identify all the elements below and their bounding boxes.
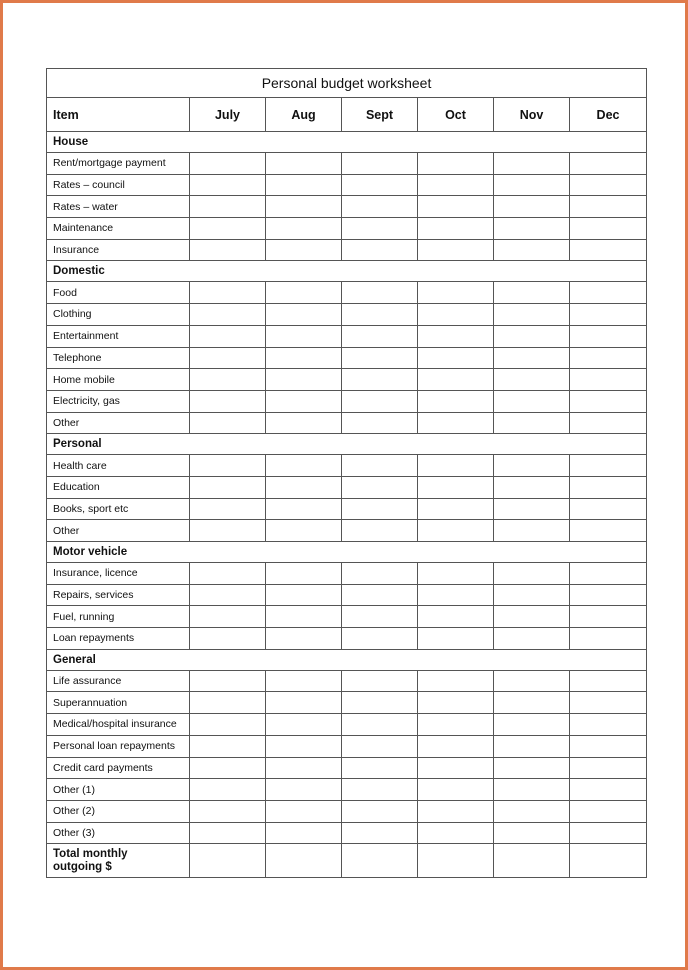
budget-item-label: Rates – council xyxy=(47,174,190,196)
budget-item-label: Electricity, gas xyxy=(47,390,190,412)
budget-item-row xyxy=(47,282,647,304)
amount-cell[interactable] xyxy=(418,196,494,218)
amount-cell[interactable] xyxy=(342,369,418,391)
amount-cell[interactable] xyxy=(418,304,494,326)
amount-cell[interactable] xyxy=(494,670,570,692)
amount-cell[interactable] xyxy=(494,779,570,801)
total-row xyxy=(47,844,647,878)
worksheet-title: Personal budget worksheet xyxy=(47,69,647,98)
total-label-line: outgoing $ xyxy=(53,860,112,873)
budget-item-row xyxy=(47,584,647,606)
amount-cell[interactable] xyxy=(494,153,570,175)
amount-cell[interactable] xyxy=(494,520,570,542)
amount-cell[interactable] xyxy=(342,218,418,240)
budget-item-row xyxy=(47,390,647,412)
amount-cell[interactable] xyxy=(342,196,418,218)
amount-cell[interactable] xyxy=(570,714,647,736)
amount-cell[interactable] xyxy=(570,563,647,585)
amount-cell[interactable] xyxy=(418,714,494,736)
amount-cell[interactable] xyxy=(190,369,266,391)
amount-cell[interactable] xyxy=(266,670,342,692)
amount-cell[interactable] xyxy=(570,325,647,347)
amount-cell[interactable] xyxy=(190,714,266,736)
budget-item-label: Books, sport etc xyxy=(47,498,190,520)
budget-item-label: Credit card payments xyxy=(47,757,190,779)
amount-cell[interactable] xyxy=(342,714,418,736)
section-label: House xyxy=(47,132,647,153)
amount-cell[interactable] xyxy=(570,369,647,391)
amount-cell[interactable] xyxy=(418,670,494,692)
amount-cell[interactable] xyxy=(342,563,418,585)
amount-cell[interactable] xyxy=(266,563,342,585)
amount-cell[interactable] xyxy=(190,412,266,434)
amount-cell[interactable] xyxy=(418,606,494,628)
budget-item-label: Superannuation xyxy=(47,692,190,714)
amount-cell[interactable] xyxy=(342,239,418,261)
section-label: General xyxy=(47,649,647,670)
amount-cell[interactable] xyxy=(190,779,266,801)
item-column-header: Item xyxy=(47,98,190,132)
amount-cell[interactable] xyxy=(342,174,418,196)
amount-cell[interactable] xyxy=(570,476,647,498)
amount-cell[interactable] xyxy=(570,412,647,434)
amount-cell[interactable] xyxy=(570,800,647,822)
amount-cell[interactable] xyxy=(570,196,647,218)
amount-cell[interactable] xyxy=(418,347,494,369)
amount-cell[interactable] xyxy=(570,735,647,757)
section-label: Domestic xyxy=(47,261,647,282)
amount-cell[interactable] xyxy=(570,390,647,412)
amount-cell[interactable] xyxy=(342,325,418,347)
amount-cell[interactable] xyxy=(494,563,570,585)
amount-cell[interactable] xyxy=(190,455,266,477)
amount-cell[interactable] xyxy=(418,735,494,757)
amount-cell[interactable] xyxy=(418,153,494,175)
amount-cell[interactable] xyxy=(418,584,494,606)
amount-cell[interactable] xyxy=(190,196,266,218)
amount-cell[interactable] xyxy=(190,757,266,779)
budget-item-row xyxy=(47,412,647,434)
total-amount-cell[interactable] xyxy=(570,844,647,878)
section-header-row xyxy=(47,434,647,455)
amount-cell[interactable] xyxy=(266,369,342,391)
budget-item-row xyxy=(47,757,647,779)
amount-cell[interactable] xyxy=(494,347,570,369)
amount-cell[interactable] xyxy=(190,304,266,326)
budget-item-row xyxy=(47,498,647,520)
amount-cell[interactable] xyxy=(418,563,494,585)
budget-item-row xyxy=(47,239,647,261)
amount-cell[interactable] xyxy=(418,369,494,391)
amount-cell[interactable] xyxy=(570,757,647,779)
budget-item-label: Rent/mortgage payment xyxy=(47,153,190,175)
budget-item-label: Home mobile xyxy=(47,369,190,391)
amount-cell[interactable] xyxy=(266,692,342,714)
budget-item-row xyxy=(47,476,647,498)
amount-cell[interactable] xyxy=(570,498,647,520)
amount-cell[interactable] xyxy=(266,800,342,822)
budget-item-label: Loan repayments xyxy=(47,628,190,650)
amount-cell[interactable] xyxy=(266,714,342,736)
amount-cell[interactable] xyxy=(418,412,494,434)
amount-cell[interactable] xyxy=(494,369,570,391)
budget-item-row xyxy=(47,196,647,218)
section-header-row xyxy=(47,132,647,153)
month-header: July xyxy=(190,98,266,132)
amount-cell[interactable] xyxy=(190,239,266,261)
amount-cell[interactable] xyxy=(342,735,418,757)
month-header: Nov xyxy=(494,98,570,132)
amount-cell[interactable] xyxy=(342,390,418,412)
amount-cell[interactable] xyxy=(190,584,266,606)
amount-cell[interactable] xyxy=(342,628,418,650)
amount-cell[interactable] xyxy=(266,218,342,240)
amount-cell[interactable] xyxy=(190,282,266,304)
budget-item-row xyxy=(47,304,647,326)
amount-cell[interactable] xyxy=(342,412,418,434)
amount-cell[interactable] xyxy=(418,325,494,347)
budget-item-label: Repairs, services xyxy=(47,584,190,606)
amount-cell[interactable] xyxy=(266,779,342,801)
amount-cell[interactable] xyxy=(418,800,494,822)
budget-item-label: Other (2) xyxy=(47,800,190,822)
amount-cell[interactable] xyxy=(266,606,342,628)
budget-item-label: Insurance, licence xyxy=(47,563,190,585)
budget-item-row xyxy=(47,153,647,175)
amount-cell[interactable] xyxy=(494,584,570,606)
amount-cell[interactable] xyxy=(342,670,418,692)
amount-cell[interactable] xyxy=(494,692,570,714)
amount-cell[interactable] xyxy=(494,412,570,434)
budget-item-label: Life assurance xyxy=(47,670,190,692)
month-header: Sept xyxy=(342,98,418,132)
amount-cell[interactable] xyxy=(342,476,418,498)
amount-cell[interactable] xyxy=(570,304,647,326)
amount-cell[interactable] xyxy=(494,606,570,628)
budget-item-row xyxy=(47,520,647,542)
budget-item-label: Personal loan repayments xyxy=(47,735,190,757)
amount-cell[interactable] xyxy=(494,390,570,412)
amount-cell[interactable] xyxy=(266,390,342,412)
amount-cell[interactable] xyxy=(494,218,570,240)
budget-item-row xyxy=(47,174,647,196)
amount-cell[interactable] xyxy=(190,800,266,822)
amount-cell[interactable] xyxy=(342,800,418,822)
amount-cell[interactable] xyxy=(418,239,494,261)
budget-item-row xyxy=(47,325,647,347)
budget-item-row xyxy=(47,779,647,801)
amount-cell[interactable] xyxy=(494,822,570,844)
budget-item-row xyxy=(47,347,647,369)
budget-item-row xyxy=(47,822,647,844)
amount-cell[interactable] xyxy=(190,347,266,369)
budget-item-row xyxy=(47,714,647,736)
amount-cell[interactable] xyxy=(418,692,494,714)
amount-cell[interactable] xyxy=(266,455,342,477)
section-label: Personal xyxy=(47,434,647,455)
amount-cell[interactable] xyxy=(570,347,647,369)
amount-cell[interactable] xyxy=(570,239,647,261)
amount-cell[interactable] xyxy=(266,412,342,434)
amount-cell[interactable] xyxy=(190,628,266,650)
total-amount-cell[interactable] xyxy=(266,844,342,878)
amount-cell[interactable] xyxy=(494,282,570,304)
budget-item-label: Fuel, running xyxy=(47,606,190,628)
total-label xyxy=(47,844,190,878)
amount-cell[interactable] xyxy=(570,218,647,240)
amount-cell[interactable] xyxy=(418,174,494,196)
budget-item-label: Entertainment xyxy=(47,325,190,347)
amount-cell[interactable] xyxy=(418,757,494,779)
amount-cell[interactable] xyxy=(494,196,570,218)
amount-cell[interactable] xyxy=(494,304,570,326)
budget-item-label: Medical/hospital insurance xyxy=(47,714,190,736)
budget-item-row xyxy=(47,692,647,714)
amount-cell[interactable] xyxy=(266,153,342,175)
amount-cell[interactable] xyxy=(418,822,494,844)
amount-cell[interactable] xyxy=(494,476,570,498)
amount-cell[interactable] xyxy=(570,584,647,606)
amount-cell[interactable] xyxy=(494,628,570,650)
amount-cell[interactable] xyxy=(266,520,342,542)
budget-worksheet-table xyxy=(46,68,647,878)
amount-cell[interactable] xyxy=(266,822,342,844)
amount-cell[interactable] xyxy=(190,218,266,240)
month-header: Dec xyxy=(570,98,647,132)
amount-cell[interactable] xyxy=(190,498,266,520)
amount-cell[interactable] xyxy=(418,476,494,498)
amount-cell[interactable] xyxy=(494,498,570,520)
month-header: Oct xyxy=(418,98,494,132)
amount-cell[interactable] xyxy=(342,498,418,520)
amount-cell[interactable] xyxy=(418,282,494,304)
amount-cell[interactable] xyxy=(266,347,342,369)
amount-cell[interactable] xyxy=(570,455,647,477)
total-label-line: Total monthly xyxy=(53,847,128,860)
amount-cell[interactable] xyxy=(266,282,342,304)
budget-item-row xyxy=(47,563,647,585)
amount-cell[interactable] xyxy=(570,153,647,175)
amount-cell[interactable] xyxy=(190,735,266,757)
amount-cell[interactable] xyxy=(570,628,647,650)
amount-cell[interactable] xyxy=(190,325,266,347)
amount-cell[interactable] xyxy=(190,606,266,628)
budget-item-row xyxy=(47,735,647,757)
amount-cell[interactable] xyxy=(266,476,342,498)
amount-cell[interactable] xyxy=(266,304,342,326)
amount-cell[interactable] xyxy=(418,779,494,801)
amount-cell[interactable] xyxy=(570,606,647,628)
budget-item-label: Other (1) xyxy=(47,779,190,801)
total-amount-cell[interactable] xyxy=(342,844,418,878)
budget-item-label: Telephone xyxy=(47,347,190,369)
total-amount-cell[interactable] xyxy=(494,844,570,878)
budget-item-row xyxy=(47,628,647,650)
budget-item-label: Other (3) xyxy=(47,822,190,844)
amount-cell[interactable] xyxy=(266,584,342,606)
amount-cell[interactable] xyxy=(266,735,342,757)
amount-cell[interactable] xyxy=(570,822,647,844)
amount-cell[interactable] xyxy=(190,692,266,714)
amount-cell[interactable] xyxy=(570,282,647,304)
amount-cell[interactable] xyxy=(570,670,647,692)
amount-cell[interactable] xyxy=(494,714,570,736)
section-header-row xyxy=(47,542,647,563)
amount-cell[interactable] xyxy=(418,498,494,520)
budget-item-row xyxy=(47,670,647,692)
amount-cell[interactable] xyxy=(570,174,647,196)
section-label: Motor vehicle xyxy=(47,542,647,563)
amount-cell[interactable] xyxy=(342,606,418,628)
amount-cell[interactable] xyxy=(342,822,418,844)
budget-item-row xyxy=(47,218,647,240)
amount-cell[interactable] xyxy=(494,455,570,477)
amount-cell[interactable] xyxy=(190,390,266,412)
section-header-row xyxy=(47,261,647,282)
budget-item-label: Education xyxy=(47,476,190,498)
amount-cell[interactable] xyxy=(342,779,418,801)
section-header-row xyxy=(47,649,647,670)
budget-item-row xyxy=(47,369,647,391)
amount-cell[interactable] xyxy=(190,563,266,585)
budget-item-label: Food xyxy=(47,282,190,304)
budget-item-label: Insurance xyxy=(47,239,190,261)
budget-item-label: Other xyxy=(47,520,190,542)
header-row xyxy=(47,98,647,132)
amount-cell[interactable] xyxy=(494,800,570,822)
amount-cell[interactable] xyxy=(266,498,342,520)
amount-cell[interactable] xyxy=(190,476,266,498)
amount-cell[interactable] xyxy=(418,628,494,650)
total-amount-cell[interactable] xyxy=(190,844,266,878)
budget-item-row xyxy=(47,455,647,477)
amount-cell[interactable] xyxy=(342,692,418,714)
amount-cell[interactable] xyxy=(418,218,494,240)
month-header: Aug xyxy=(266,98,342,132)
amount-cell[interactable] xyxy=(494,735,570,757)
budget-item-row xyxy=(47,606,647,628)
amount-cell[interactable] xyxy=(418,455,494,477)
amount-cell[interactable] xyxy=(570,520,647,542)
amount-cell[interactable] xyxy=(342,584,418,606)
amount-cell[interactable] xyxy=(342,455,418,477)
amount-cell[interactable] xyxy=(190,670,266,692)
amount-cell[interactable] xyxy=(570,692,647,714)
budget-item-label: Maintenance xyxy=(47,218,190,240)
amount-cell[interactable] xyxy=(342,304,418,326)
amount-cell[interactable] xyxy=(342,520,418,542)
amount-cell[interactable] xyxy=(342,153,418,175)
amount-cell[interactable] xyxy=(494,239,570,261)
amount-cell[interactable] xyxy=(190,822,266,844)
amount-cell[interactable] xyxy=(266,239,342,261)
amount-cell[interactable] xyxy=(266,196,342,218)
budget-item-label: Other xyxy=(47,412,190,434)
amount-cell[interactable] xyxy=(418,520,494,542)
total-amount-cell[interactable] xyxy=(418,844,494,878)
amount-cell[interactable] xyxy=(190,174,266,196)
amount-cell[interactable] xyxy=(266,174,342,196)
amount-cell[interactable] xyxy=(190,520,266,542)
amount-cell[interactable] xyxy=(266,628,342,650)
amount-cell[interactable] xyxy=(494,757,570,779)
amount-cell[interactable] xyxy=(494,325,570,347)
amount-cell[interactable] xyxy=(342,347,418,369)
amount-cell[interactable] xyxy=(266,757,342,779)
budget-item-label: Clothing xyxy=(47,304,190,326)
amount-cell[interactable] xyxy=(342,282,418,304)
amount-cell[interactable] xyxy=(570,779,647,801)
amount-cell[interactable] xyxy=(494,174,570,196)
budget-item-label: Health care xyxy=(47,455,190,477)
budget-item-row xyxy=(47,800,647,822)
amount-cell[interactable] xyxy=(190,153,266,175)
budget-item-label: Rates – water xyxy=(47,196,190,218)
amount-cell[interactable] xyxy=(266,325,342,347)
amount-cell[interactable] xyxy=(418,390,494,412)
amount-cell[interactable] xyxy=(342,757,418,779)
